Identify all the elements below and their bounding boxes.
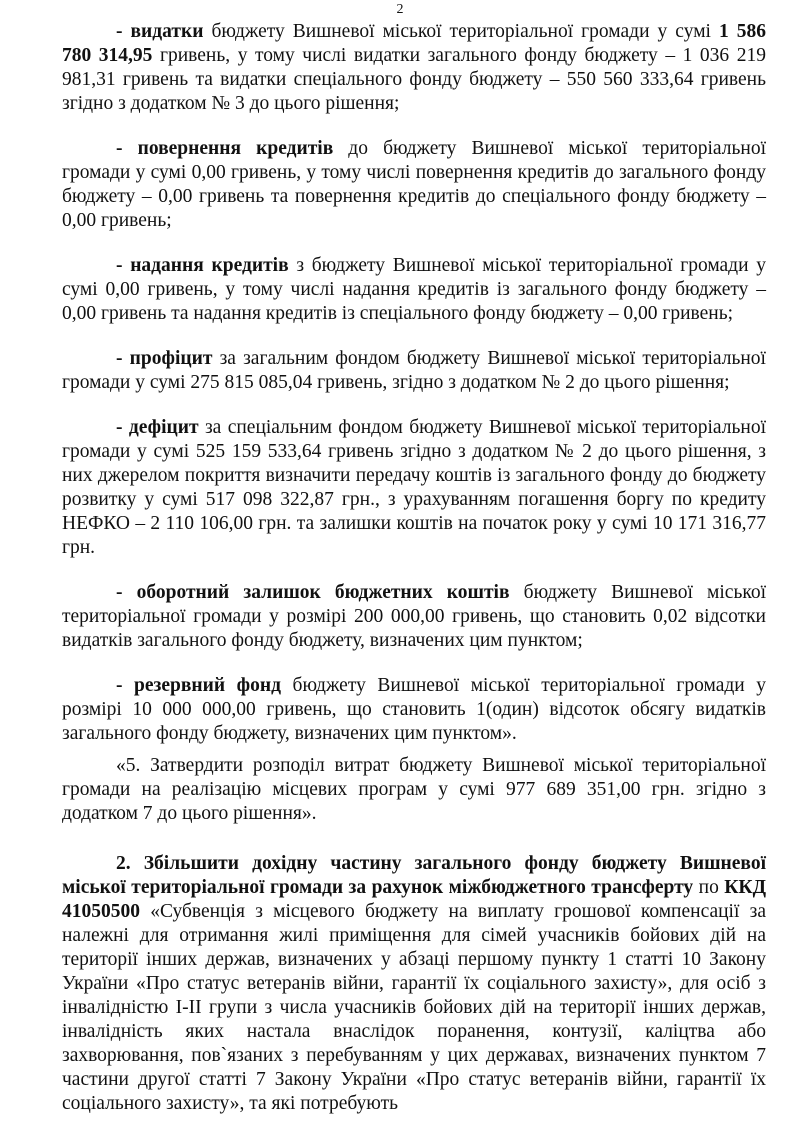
paragraph-loan-provision [62,254,766,326]
page-number: 2 [396,2,404,17]
document-body [62,20,766,1116]
paragraph-lead: - резервний фонд [116,675,281,696]
paragraph-text: по [693,877,725,898]
paragraph-expenditures [62,20,766,116]
paragraph-text: до бюджету Вишневої міської територіальної громади у сумі 0,00 гривень, у тому числі повернення кредитів до загального фонду бюджету – 0,00 гривень та повернення кредитів до спеціального фонду бюджету – 0,00 гривень; [62,138,766,231]
paragraph-text: бюджету Вишневої міської територіальної громади у сумі [203,21,719,42]
paragraph-text: за спеціальним фондом бюджету Вишневої міської територіальної громади у сумі 525 159 533,64 гривень згідно з додатком № 2 до цього рішення, з них джерелом покриття визначити передачу коштів із загального фонду до бюджету розвитку у сумі 517 098 322,87 грн., з урахуванням погашення боргу по кредиту НЕФКО – 2 110 106,00 грн. та залишки коштів на початок року у сумі 10 171 316,77 грн. [62,417,766,558]
paragraph-reserve-fund [62,674,766,746]
paragraph-lead: - надання кредитів [116,255,289,276]
paragraph-surplus [62,347,766,395]
paragraph-lead: - повернення кредитів [116,138,334,159]
paragraph-lead: - профіцит [116,348,213,369]
paragraph-text: бюджету Вишневої міської територіальної громади у розмірі 200 000,00 гривень, що становить 0,02 відсотки видатків загального фонду бюджету, визначених цим пунктом; [62,582,766,651]
paragraph-deficit [62,416,766,560]
paragraph-lead: - оборотний залишок бюджетних коштів [116,582,510,603]
paragraph-text-rest: гривень, у тому числі видатки загального фонду бюджету – 1 036 219 981,31 гривень та видатки спеціального фонду бюджету – 550 560 333,64 гривень згідно з додатком № 3 до цього рішення; [62,45,766,114]
paragraph-lead: 2. Збільшити дохідну частину загального фонду бюджету Вишневої міської територіальної громади за рахунок міжбюджетного трансферту [62,853,766,898]
revenue-code: ККД 41050500 [62,877,766,922]
paragraph-text-rest: «Субвенція з місцевого бюджету на виплату грошової компенсації за належні для отримання жилі приміщення для сімей учасників бойових дій на території інших держав, визначених у абзаці першому пункту 1 статті 10 Закону України «Про статус ветеранів війни, гарантії їх соціального захисту», для осіб з інвалідністю I-II групи з числа учасників бойових дій на території інших держав, інвалідність яких настала внаслідок поранення, контузії, каліцтва або захворювання, пов`язаних з перебуванням у цих державах, визначених пунктом 7 частини другої статті 7 Закону України «Про статус ветеранів війни, гарантії їх соціального захисту», та які потребують [62,901,766,1114]
paragraph-lead: - видатки [116,21,204,42]
paragraph-text: з бюджету Вишневої міської територіальної громади у сумі 0,00 гривень, у тому числі надання кредитів із загального фонду бюджету – 0,00 гривень та надання кредитів із спеціального фонду бюджету – 0,00 гривень; [62,255,766,324]
paragraph-revenue-increase [62,852,766,1116]
expenditure-amount: 1 586 780 314,95 [62,21,767,66]
paragraph-text: «5. Затвердити розподіл витрат бюджету Вишневої міської територіальної громади на реалізацію місцевих програм у сумі 977 689 351,00 грн. згідно з додатком 7 до цього рішення». [62,755,766,824]
paragraph-local-programs [62,754,766,826]
paragraph-working-balance [62,581,766,653]
paragraph-text: за загальним фондом бюджету Вишневої міської територіальної громади у сумі 275 815 085,04 гривень, згідно з додатком № 2 до цього рішення; [62,348,766,393]
paragraph-text: бюджету Вишневої міської територіальної громади у розмірі 10 000 000,00 гривень, що становить 1(один) відсоток обсягу видатків загального фонду бюджету, визначених цим пунктом». [62,675,766,744]
paragraph-loan-repayment [62,137,766,233]
paragraph-lead: - дефіцит [116,417,199,438]
